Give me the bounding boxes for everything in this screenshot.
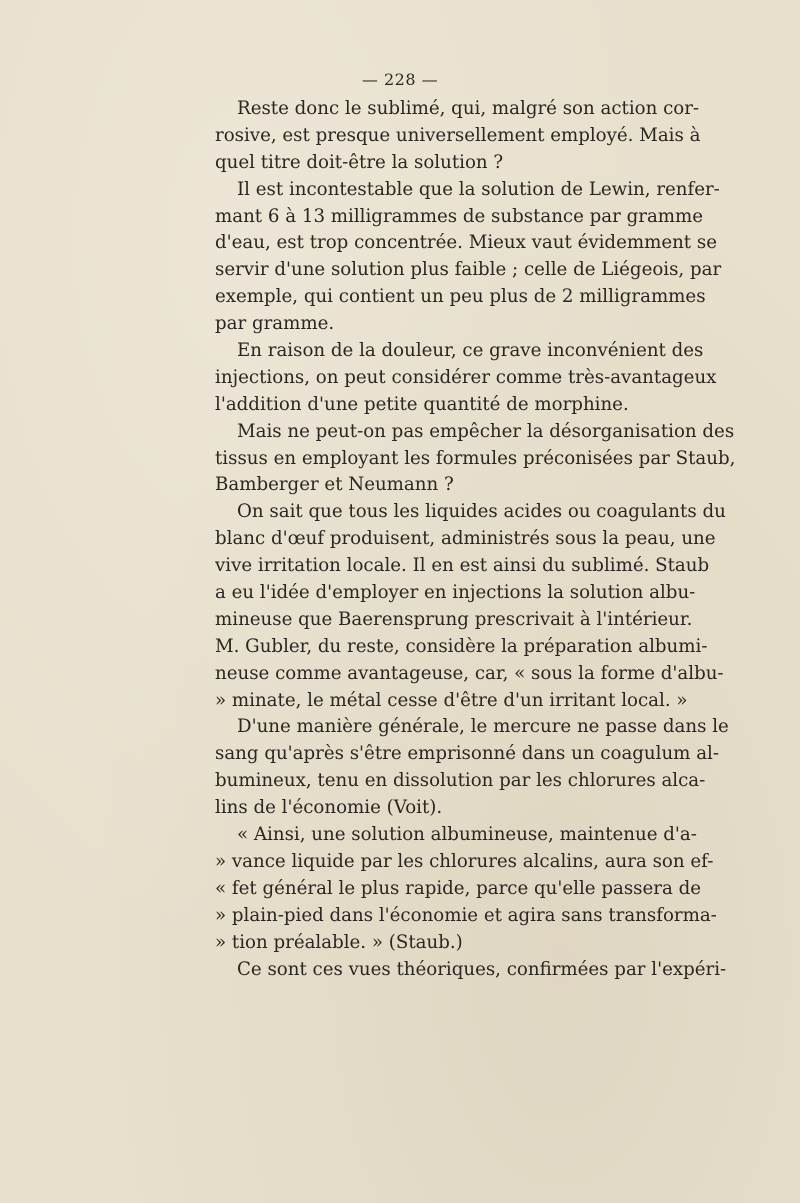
text-line: M. Gubler, du reste, considère la préparation albumi- (215, 635, 708, 657)
text-line: Il est incontestable que la solution de Lewin, renfer- (237, 178, 720, 200)
text-line: quel titre doit-être la solution ? (215, 151, 504, 173)
text-line: par gramme. (215, 313, 335, 335)
text-line: sang qu'après s'être emprisonné dans un coagulum al- (215, 743, 720, 765)
text-line: tissus en employant les formules préconisées par Staub, (215, 447, 736, 469)
text-line: vive irritation locale. Il en est ainsi du sublimé. Staub (215, 555, 710, 577)
text-line: Bamberger et Neumann ? (215, 474, 454, 496)
text-line: injections, on peut considérer comme très-avantageux (215, 366, 717, 388)
text-line: » tion préalable. » (Staub.) (215, 931, 463, 953)
text-line: Reste donc le sublimé, qui, malgré son action cor- (237, 98, 700, 119)
text-line: mineuse que Baerensprung prescrivait à l'intérieur. (215, 608, 693, 630)
page-number: — 228 — (361, 70, 439, 89)
text-line: « fet général le plus rapide, parce qu'elle passera de (215, 877, 701, 899)
text-line: « Ainsi, une solution albumineuse, maintenue d'a- (237, 824, 697, 846)
text-line: a eu l'idée d'employer en injections la solution albu- (215, 582, 696, 604)
body-text (215, 96, 751, 983)
text-line: rosive, est presque universellement employé. Mais à (215, 124, 701, 146)
text-line: Mais ne peut-on pas empêcher la désorganisation des (237, 420, 735, 442)
text-line: d'eau, est trop concentrée. Mieux vaut évidemment se (215, 232, 717, 254)
text-line: bumineux, tenu en dissolution par les chlorures alca- (215, 770, 706, 792)
text-line: mant 6 à 13 milligrammes de substance par gramme (215, 205, 704, 227)
text-line: l'addition d'une petite quantité de morphine. (215, 393, 629, 415)
text-line: » plain-pied dans l'économie et agira sans transforma- (215, 904, 717, 926)
text-line: blanc d'œuf produisent, administrés sous la peau, une (215, 528, 716, 550)
text-line: D'une manière générale, le mercure ne passe dans le (237, 716, 729, 738)
text-line: lins de l'économie (Voit). (215, 797, 443, 819)
text-line: En raison de la douleur, ce grave inconvénient des (237, 340, 704, 362)
text-line: neuse comme avantageuse, car, « sous la forme d'albu- (215, 662, 724, 684)
text-line: Ce sont ces vues théoriques, confirmées par l'expéri- (237, 958, 727, 980)
text-line: » vance liquide par les chlorures alcalins, aura son ef- (215, 850, 714, 872)
text-line: On sait que tous les liquides acides ou coagulants du (237, 501, 726, 523)
text-line: » minate, le métal cesse d'être d'un irritant local. » (215, 689, 688, 711)
text-line: exemple, qui contient un peu plus de 2 milligrammes (215, 286, 706, 308)
text-line: servir d'une solution plus faible ; celle de Liégeois, par (215, 259, 722, 281)
